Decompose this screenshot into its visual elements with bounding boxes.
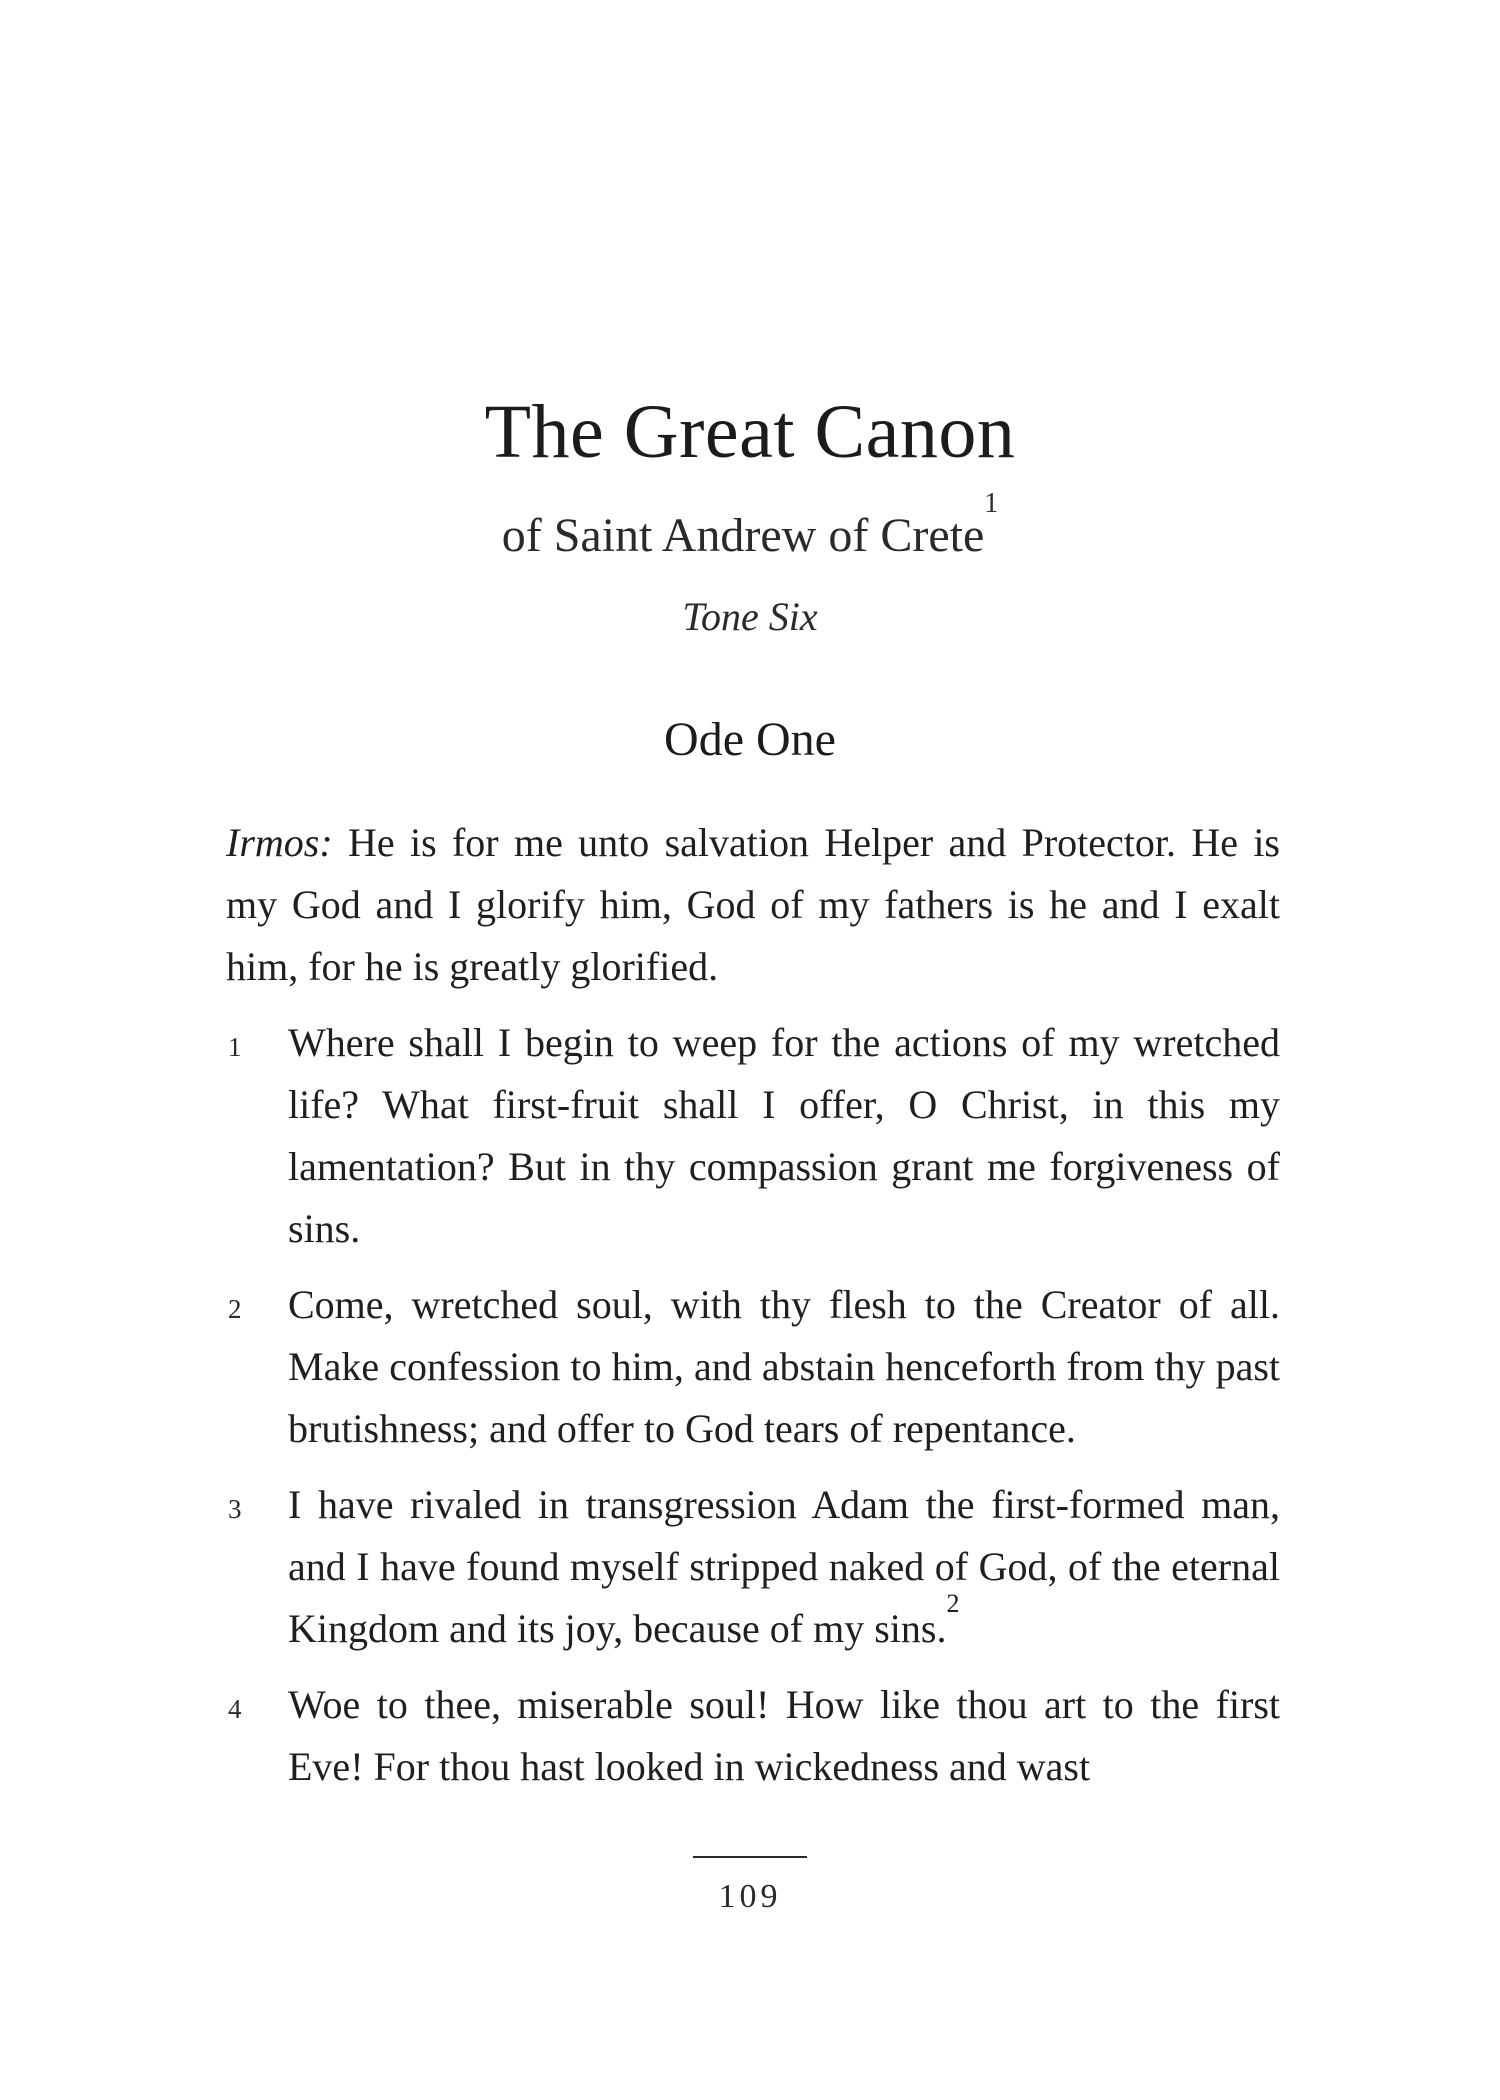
page-number: 109 [718,1878,782,1915]
canon-text [226,812,1280,1812]
page-title: The Great Canon [484,390,1016,474]
verse-text: Come, wretched soul, with thy flesh to the Creator of all. Make confession to him, and abstain henceforth from thy past brutishness; and offer to God tears of repentance. [288,1282,1280,1451]
verse-text: I have rivaled in transgression Adam the first-formed man, and I have found myself stripped naked of God, of the eternal Kingdom and its joy, because of my sins. [288,1482,1280,1651]
subtitle-text: of Saint Andrew of Crete [501,509,985,562]
verse [226,1674,1280,1798]
page-subtitle [0,488,1500,564]
verse-number: 1 [228,1032,242,1062]
verse-number: 3 [228,1494,242,1524]
tone-label: Tone Six [682,594,818,639]
ode-heading: Ode One [664,713,836,766]
verse [226,1274,1280,1460]
verse-text: Woe to thee, miserable soul! How like thou art to the first Eve! For thou hast looked in wickedness and wast [288,1682,1280,1789]
verse [226,1012,1280,1260]
page-number-rule [693,1856,807,1858]
irmos-label: Irmos: [226,820,333,865]
verse-text: Where shall I begin to weep for the actions of my wretched life? What first-fruit shall I offer, O Christ, in this my lamentation? But in thy compassion grant me forgiveness of sins. [288,1020,1280,1251]
verse-number: 2 [228,1294,242,1324]
footnote-marker-2[interactable]: 2 [946,1589,960,1618]
irmos-paragraph [226,812,1280,998]
footnote-marker-1[interactable]: 1 [984,488,999,519]
verse [226,1474,1280,1660]
verse-number: 4 [228,1694,242,1724]
irmos-text: He is for me unto salvation Helper and Protector. He is my God and I glorify him, God of my fathers is he and I exalt him, for he is greatly glorified. [226,820,1280,989]
